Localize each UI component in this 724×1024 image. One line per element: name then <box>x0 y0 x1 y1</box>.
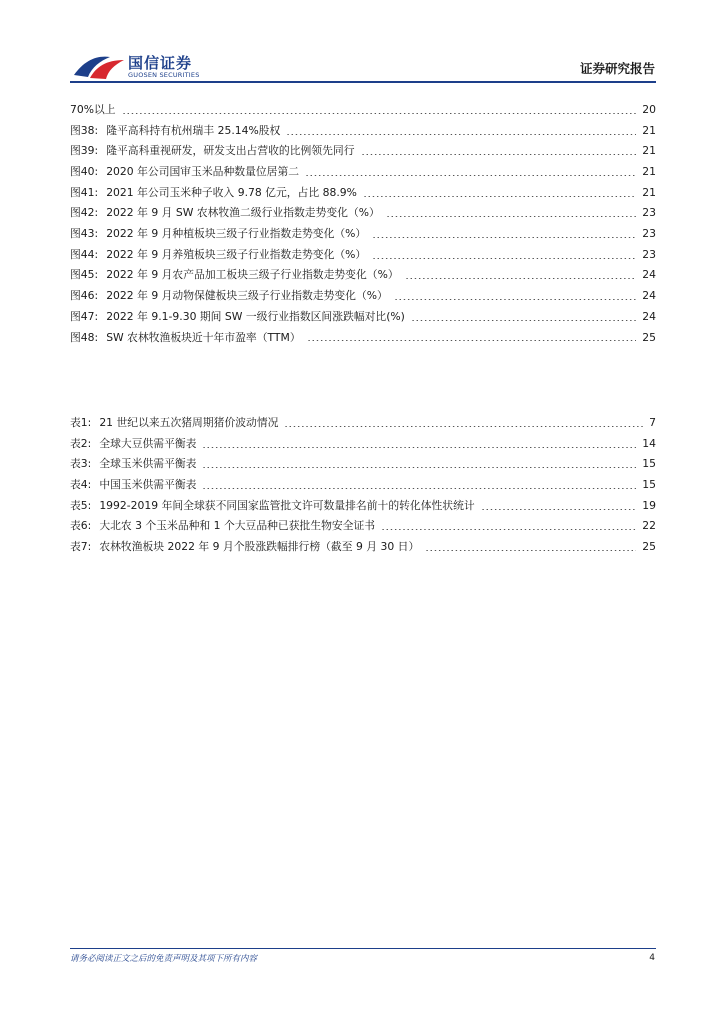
toc-entry-page: 15 <box>642 457 656 471</box>
toc-dot-leader <box>202 447 636 448</box>
figure-toc-entry[interactable] <box>70 121 656 142</box>
toc-entry-title: 全球玉米供需平衡表 <box>99 457 197 471</box>
header-divider <box>70 81 656 83</box>
figure-toc-list <box>70 100 656 348</box>
toc-dot-leader <box>394 299 636 300</box>
toc-entry-label: 图43: <box>70 227 99 241</box>
toc-entry-label: 表2: <box>70 436 92 450</box>
toc-dot-leader <box>381 529 636 530</box>
figure-toc-entry[interactable] <box>70 245 656 266</box>
toc-entry-title: 1992-2019 年间全球获不同国家监管批文许可数量排名前十的转化体性状统计 <box>99 498 475 512</box>
toc-dot-leader <box>284 426 643 427</box>
toc-entry-label: 图48: <box>70 330 99 344</box>
toc-entry-label: 图39: <box>70 144 99 158</box>
toc-dot-leader <box>122 113 637 114</box>
toc-entry-title: 2022 年 9 月 SW 农林牧渔二级行业指数走势变化（%） <box>106 206 380 220</box>
toc-entry-title: SW 农林牧渔板块近十年市盈率（TTM） <box>106 330 301 344</box>
figure-toc-entry[interactable] <box>70 100 656 121</box>
guosen-logo-icon <box>70 51 130 81</box>
brand-name-en: GUOSEN SECURITIES <box>128 71 200 79</box>
figure-toc-entry[interactable] <box>70 224 656 245</box>
figure-toc-entry[interactable] <box>70 183 656 204</box>
toc-dot-leader <box>361 154 637 155</box>
toc-dot-leader <box>405 278 637 279</box>
page-header <box>0 0 724 90</box>
table-toc-list <box>70 413 656 558</box>
toc-entry-label: 图38: <box>70 123 99 137</box>
toc-entry-page: 24 <box>642 268 656 282</box>
toc-entry-page: 21 <box>642 185 656 199</box>
table-toc-entry[interactable] <box>70 454 656 475</box>
toc-entry-title: 70%以上 <box>70 102 116 116</box>
figure-toc-entry[interactable] <box>70 286 656 307</box>
toc-dot-leader <box>363 196 636 197</box>
toc-dot-leader <box>202 488 636 489</box>
toc-entry-page: 23 <box>642 227 656 241</box>
toc-entry-title: 中国玉米供需平衡表 <box>99 478 197 491</box>
toc-entry-page: 21 <box>642 144 656 158</box>
footer-divider <box>70 948 656 949</box>
toc-entry-page: 15 <box>642 478 656 491</box>
toc-entry-label: 表1: <box>70 415 92 429</box>
toc-entry-label: 表6: <box>70 519 92 533</box>
toc-dot-leader <box>372 237 636 238</box>
table-toc-entry[interactable] <box>70 537 656 558</box>
toc-dot-leader <box>202 467 636 468</box>
toc-entry-page: 25 <box>642 540 656 554</box>
toc-entry-label: 图47: <box>70 309 99 323</box>
figure-toc-entry[interactable] <box>70 266 656 287</box>
toc-entry-label: 表7: <box>70 540 92 554</box>
toc-entry-title: 大北农 3 个玉米品种和 1 个大豆品种已获批生物安全证书 <box>99 519 376 533</box>
toc-entry-title: 2022 年 9 月动物保健板块三级子行业指数走势变化（%） <box>106 289 388 303</box>
figure-toc-entry[interactable] <box>70 162 656 183</box>
toc-entry-page: 24 <box>642 289 656 303</box>
toc-entry-label: 表5: <box>70 498 92 512</box>
toc-entry-page: 24 <box>642 309 656 323</box>
page-number: 4 <box>649 953 655 963</box>
toc-entry-title: 2022 年 9.1-9.30 期间 SW 一级行业指数区间涨跌幅对比(%) <box>106 309 405 323</box>
toc-dot-leader <box>372 258 636 259</box>
toc-entry-title: 全球大豆供需平衡表 <box>99 436 197 450</box>
toc-entry-title: 2021 年公司玉米种子收入 9.78 亿元，占比 88.9% <box>106 185 357 199</box>
figure-toc-entry[interactable] <box>70 141 656 162</box>
toc-entry-title: 农林牧渔板块 2022 年 9 月个股涨跌幅排行榜（截至 9 月 30 日） <box>99 540 420 554</box>
toc-entry-page: 22 <box>642 519 656 533</box>
toc-entry-label: 图45: <box>70 268 99 282</box>
toc-dot-leader <box>386 216 636 217</box>
table-toc-entry[interactable] <box>70 413 656 434</box>
toc-entry-title: 21 世纪以来五次猪周期猪价波动情况 <box>99 415 279 429</box>
report-type-label: 证券研究报告 <box>579 61 655 76</box>
figure-toc-entry[interactable] <box>70 328 656 349</box>
toc-entry-page: 25 <box>642 330 656 344</box>
toc-entry-title: 2022 年 9 月养殖板块三级子行业指数走势变化（%） <box>106 247 367 261</box>
table-toc-entry[interactable] <box>70 496 656 517</box>
toc-entry-label: 表4: <box>70 478 92 491</box>
figure-toc-entry[interactable] <box>70 203 656 224</box>
table-toc-entry[interactable] <box>70 434 656 455</box>
toc-entry-label: 图46: <box>70 289 99 303</box>
toc-entry-title: 隆平高科重视研发，研发支出占营收的比例领先同行 <box>106 144 355 158</box>
toc-dot-leader <box>286 134 636 135</box>
toc-entry-page: 21 <box>642 165 656 178</box>
toc-entry-page: 14 <box>642 436 656 450</box>
toc-entry-page: 23 <box>642 206 656 220</box>
toc-entry-page: 20 <box>642 102 656 116</box>
toc-entry-label: 图42: <box>70 206 99 220</box>
table-toc-entry[interactable] <box>70 516 656 537</box>
toc-entry-label: 图44: <box>70 247 99 261</box>
toc-dot-leader <box>481 509 637 510</box>
brand-name-cn: 国信证券 <box>128 54 193 72</box>
toc-entry-label: 图40: <box>70 165 99 178</box>
toc-entry-page: 7 <box>649 415 656 429</box>
toc-entry-page: 21 <box>642 123 656 137</box>
toc-dot-leader <box>411 320 636 321</box>
toc-dot-leader <box>307 340 637 341</box>
toc-entry-label: 图41: <box>70 185 99 199</box>
toc-dot-leader <box>425 550 636 551</box>
toc-entry-label: 表3: <box>70 457 92 471</box>
figure-toc-entry[interactable] <box>70 307 656 328</box>
table-toc-entry[interactable] <box>70 475 656 496</box>
toc-entry-title: 2022 年 9 月农产品加工板块三级子行业指数走势变化（%） <box>106 268 399 282</box>
toc-dot-leader <box>305 175 636 176</box>
toc-entry-title: 2022 年 9 月种植板块三级子行业指数走势变化（%） <box>106 227 367 241</box>
toc-entry-page: 19 <box>642 498 656 512</box>
toc-entry-page: 23 <box>642 247 656 261</box>
toc-entry-title: 隆平高科持有杭州瑞丰 25.14%股权 <box>106 123 281 137</box>
disclaimer-link[interactable]: 请务必阅读正文之后的免责声明及其项下所有内容 <box>70 954 258 964</box>
toc-entry-title: 2020 年公司国审玉米品种数量位居第二 <box>106 165 300 178</box>
